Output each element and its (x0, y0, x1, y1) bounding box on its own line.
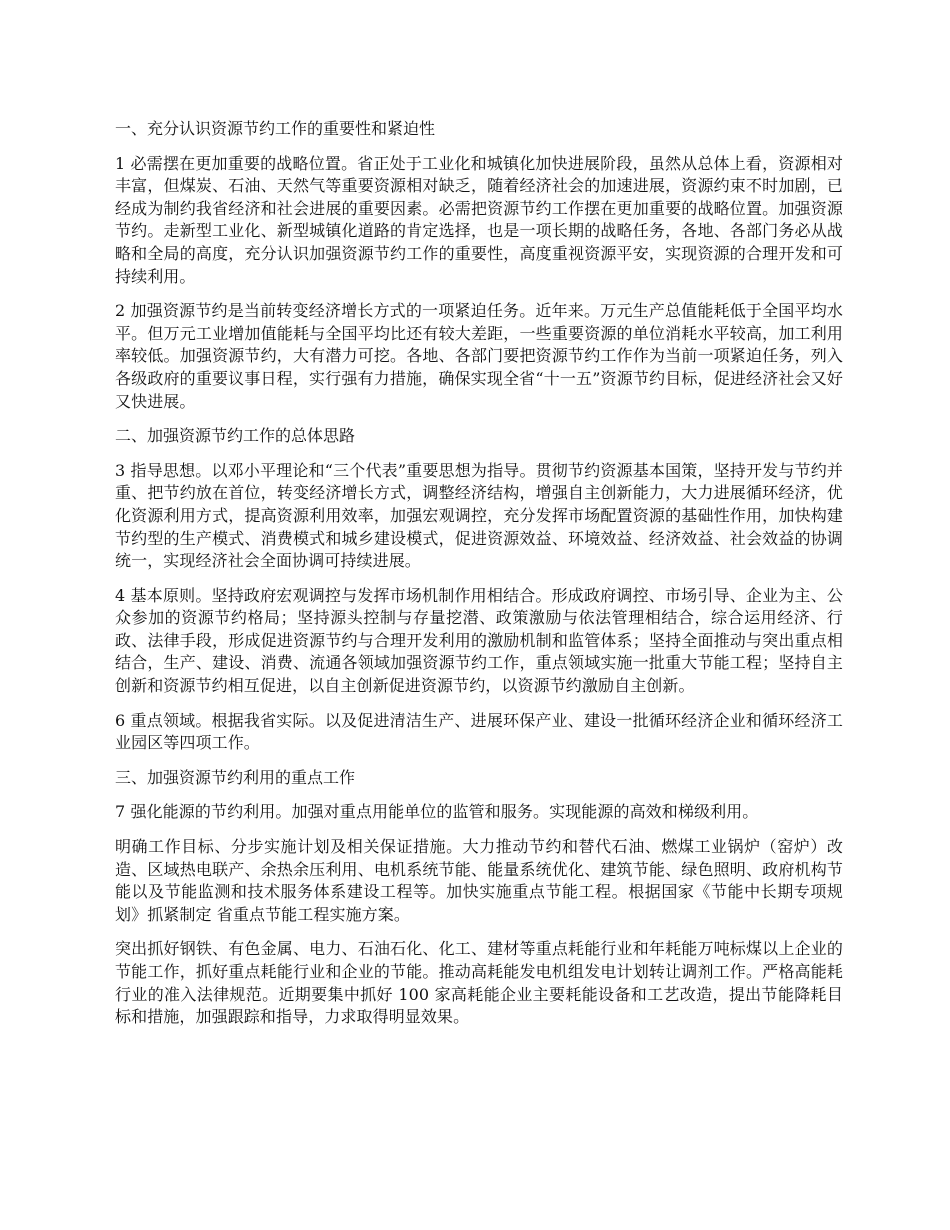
paragraph-5: 6 重点领域。根据我省实际。以及促进清洁生产、进展环保产业、建设一批循环经济企业和循环经济工业园区等四项工作。 (115, 710, 843, 753)
section-heading-3: 三、加强资源节约利用的重点工作 (115, 767, 356, 787)
paragraph-1: 1 必需摆在更加重要的战略位置。省正处于工业化和城镇化加快进展阶段，虽然从总体上看，资源相对丰富，但煤炭、石油、天然气等重要资源相对缺乏，随着经济社会的加速进展，资源约束不时加剧，已经成为制约我省经济和社会进展的重要因素。必需把资源节约工作摆在更加重要的战略位置。加强资源节约。走新型工业化、新型城镇化道路的肯定选择，也是一项长期的战略任务，各地、各部门务必从战略和全局的高度，充分认识加强资源节约工作的重要性，高度重视资源平安，实现资源的合理开发和可持续利用。 (115, 153, 843, 286)
section-heading-2: 二、加强资源节约工作的总体思路 (115, 426, 356, 446)
paragraph-3: 3 指导思想。以邓小平理论和“三个代表”重要思想为指导。贯彻节约资源基本国策，坚持开发与节约并重、把节约放在首位，转变经济增长方式，调整经济结构，增强自主创新能力，大力进展循环经济，优化资源利用方式，提高资源利用效率，加强宏观调控，充分发挥市场配置资源的基础性作用，加快构建节约型的生产模式、消费模式和城乡建设模式，促进资源效益、环境效益、经济效益、社会效益的协调统一，实现经济社会全面协调可持续进展。 (115, 460, 843, 571)
paragraph-4: 4 基本原则。坚持政府宏观调控与发挥市场机制作用相结合。形成政府调控、市场引导、企业为主、公众参加的资源节约格局；坚持源头控制与存量挖潜、政策激励与依法管理相结合，综合运用经济、行政、法律手段，形成促进资源节约与合理开发利用的激励机制和监管体系；坚持全面推动与突出重点相结合，生产、建设、消费、流通各领域加强资源节约工作，重点领域实施一批重大节能工程；坚持自主创新和资源节约相互促进，以自主创新促进资源节约，以资源节约激励自主创新。 (115, 585, 843, 696)
paragraph-7: 明确工作目标、分步实施计划及相关保证措施。大力推动节约和替代石油、燃煤工业锅炉（窑炉）改造、区域热电联产、余热余压利用、电机系统节能、能量系统优化、建筑节能、绿色照明、政府机构节能以及节能监测和技术服务体系建设工程等。加快实施重点节能工程。根据国家《节能中长期专项规划》抓紧制定 省重点节能工程实施方案。 (115, 837, 843, 924)
paragraph-2: 2 加强资源节约是当前转变经济增长方式的一项紧迫任务。近年来。万元生产总值能耗低于全国平均水平。但万元工业增加值能耗与全国平均比还有较大差距，一些重要资源的单位消耗水平较高，加工利用率较低。加强资源节约，大有潜力可挖。各地、各部门要把资源节约工作作为当前一项紧迫任务，列入各级政府的重要议事日程，实行强有力措施，确保实现全省“十一五”资源节约目标，促进经济社会又好又快进展。 (115, 301, 843, 411)
section-heading-1: 一、充分认识资源节约工作的重要性和紧迫性 (115, 119, 436, 138)
paragraph-6: 7 强化能源的节约利用。加强对重点用能单位的监管和服务。实现能源的高效和梯级利用。 (115, 802, 759, 822)
paragraph-8: 突出抓好钢铁、有色金属、电力、石油石化、化工、建材等重点耗能行业和年耗能万吨标煤以上企业的节能工作，抓好重点耗能行业和企业的节能。推动高耗能发电机组发电计划转让调剂工作。严格高能耗行业的准入法律规范。近期要集中抓好 100 家高耗能企业主要耗能设备和工艺改造，提出节能降耗目标和措施，加强跟踪和指导，力求取得明显效果。 (115, 939, 843, 1027)
document-page (115, 118, 843, 1041)
